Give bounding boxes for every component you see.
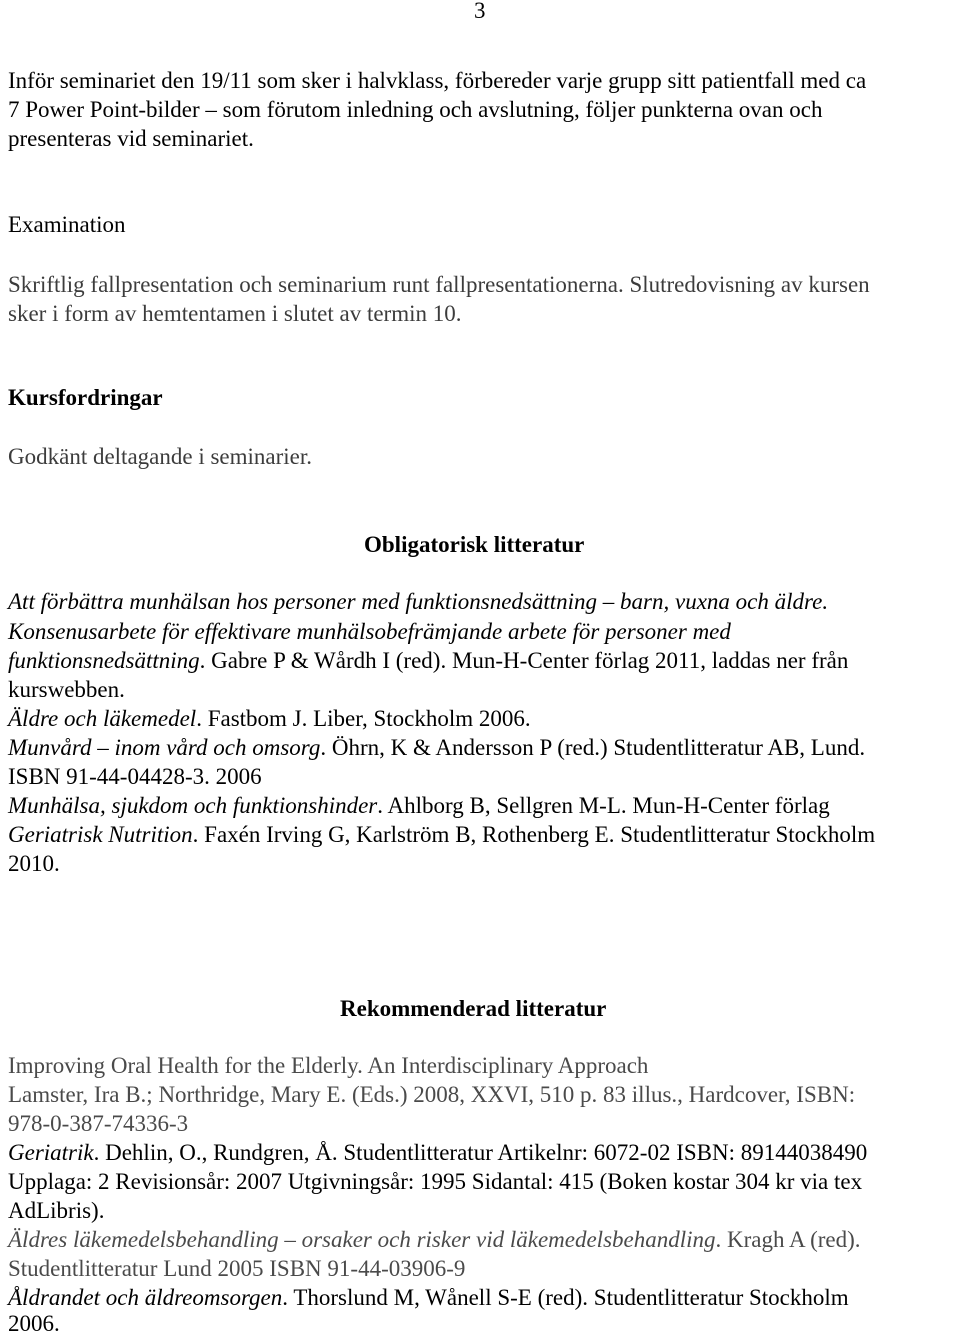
oblig-ref-1-line-4: kurswebben. [8,677,125,702]
rek-ref-2-line-3: AdLibris). [8,1198,105,1223]
intro-line-1: Inför seminariet den 19/11 som sker i halvklass, förbereder varje grupp sitt patientfall med ca [8,68,867,93]
examination-line-1: Skriftlig fallpresentation och seminarium runt fallpresentationerna. Slutredovisning av kursen [8,272,870,297]
oblig-ref-5-line-1: Geriatrisk Nutrition. Faxén Irving G, Karlström B, Rothenberg E. Studentlitteratur Stockholm [8,822,876,847]
oblig-ref-4: Munhälsa, sjukdom och funktionshinder. Ahlborg B, Sellgren M-L. Mun-H-Center förlag [8,793,830,818]
intro-line-3: presenteras vid seminariet. [8,126,254,151]
rek-ref-2-line-1: Geriatrik. Dehlin, O., Rundgren, Å. Studentlitteratur Artikelnr: 6072-02 ISBN: 89144038490 [8,1140,868,1165]
rek-ref-1-title: Improving Oral Health for the Elderly. An Interdisciplinary Approach [8,1053,649,1078]
oblig-ref-1-line-1: Att förbättra munhälsan hos personer med funktionsnedsättning – barn, vuxna och äldre. [8,589,829,614]
kursfordringar-heading: Kursfordringar [8,385,163,410]
examination-line-2: sker i form av hemtentamen i slutet av termin 10. [8,301,462,326]
rek-ref-3-line-1: Äldres läkemedelsbehandling – orsaker och risker vid läkemedelsbehandling. Kragh A (red). [8,1227,861,1252]
oblig-ref-2: Äldre och läkemedel. Fastbom J. Liber, Stockholm 2006. [8,706,531,731]
rek-ref-4-line-1: Åldrandet och äldreomsorgen. Thorslund M, Wånell S-E (red). Studentlitteratur Stockholm [8,1285,849,1310]
intro-paragraph [8,66,958,153]
examination-paragraph [8,270,958,328]
obligatorisk-heading: Obligatorisk litteratur [364,532,585,557]
oblig-ref-3-line-2: ISBN 91-44-04428-3. 2006 [8,764,262,789]
rek-ref-2-line-2: Upplaga: 2 Revisionsår: 2007 Utgivningsår: 1995 Sidantal: 415 (Boken kostar 304 kr via tex [8,1169,863,1194]
oblig-ref-1-line-3: funktionsnedsättning. Gabre P & Wårdh I (red). Mun-H-Center förlag 2011, laddas ner från [8,648,849,673]
page-number: 3 [474,0,486,23]
rek-ref-1-line-3: 978-0-387-74336-3 [8,1111,189,1136]
oblig-ref-3-line-1: Munvård – inom vård och omsorg. Öhrn, K & Andersson P (red.) Studentlitteratur AB, Lund. [8,735,866,760]
rek-ref-4-line-2: 2006. [8,1311,60,1336]
kursfordringar-text: Godkänt deltagande i seminarier. [8,444,313,469]
rek-ref-1-line-2: Lamster, Ira B.; Northridge, Mary E. (Eds.) 2008, XXVI, 510 p. 83 illus., Hardcover, ISBN: [8,1082,856,1107]
intro-line-2: 7 Power Point-bilder – som förutom inledning och avslutning, följer punkterna ovan och [8,97,823,122]
oblig-ref-1-line-2: Konsenusarbete för effektivare munhälsobefrämjande arbete för personer med [8,619,731,644]
rekommenderad-heading: Rekommenderad litteratur [340,996,607,1021]
oblig-ref-5-line-2: 2010. [8,851,60,876]
rek-ref-3-line-2: Studentlitteratur Lund 2005 ISBN 91-44-03906-9 [8,1256,466,1281]
examination-heading: Examination [8,212,126,237]
